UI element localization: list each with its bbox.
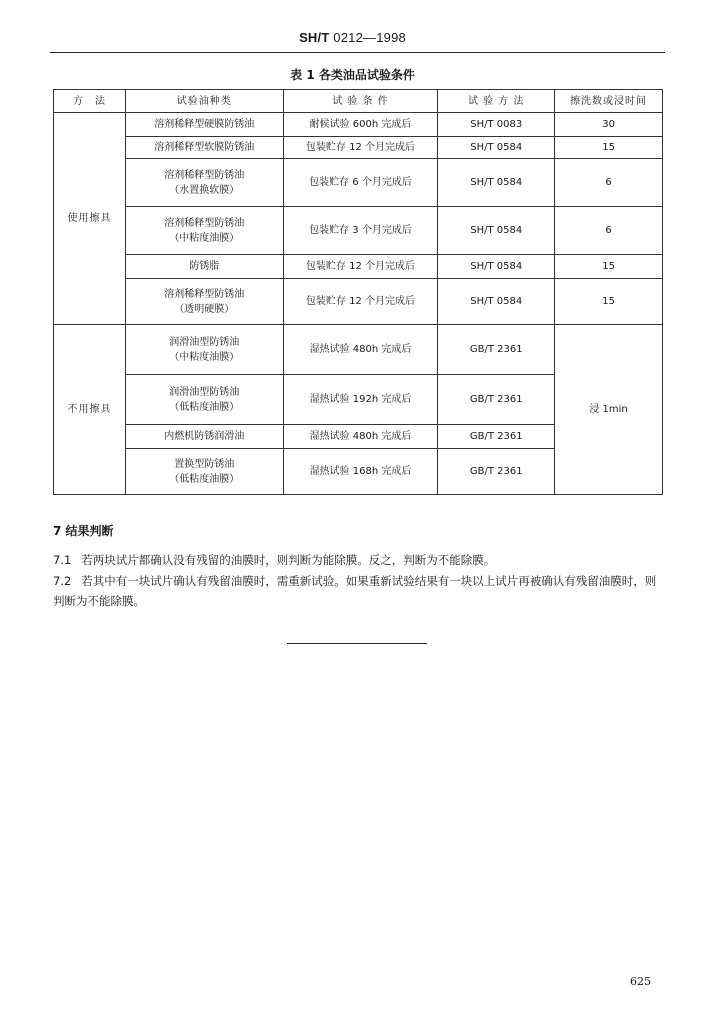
oil-cell bbox=[125, 279, 283, 325]
table-row bbox=[54, 137, 663, 159]
table-header-row bbox=[54, 90, 663, 113]
condition-cell: 包装贮存 12 个月完成后 bbox=[283, 137, 438, 159]
col-header-test-method: 试 验 方 法 bbox=[438, 90, 555, 113]
test-method-cell: SH/T 0584 bbox=[438, 159, 555, 207]
col-header-value: 擦洗数或浸时间 bbox=[555, 90, 663, 113]
header-rule bbox=[50, 52, 665, 53]
table-row bbox=[54, 279, 663, 325]
col-header-method: 方 法 bbox=[54, 90, 126, 113]
oil-line-note: （水置换软膜） bbox=[169, 184, 240, 196]
method-cell: 不用擦具 bbox=[54, 325, 126, 495]
test-method-cell: SH/T 0584 bbox=[438, 255, 555, 279]
method-cell: 使用擦具 bbox=[54, 113, 126, 325]
oil-cell bbox=[125, 159, 283, 207]
table-row bbox=[54, 159, 663, 207]
test-method-cell: GB/T 2361 bbox=[438, 325, 555, 375]
condition-cell: 湿热试验 480h 完成后 bbox=[283, 325, 438, 375]
oil-line: 润滑油型防锈油 bbox=[169, 336, 240, 348]
clause-number: 7.1 bbox=[53, 553, 72, 567]
standard-code-bold: SH/T bbox=[299, 30, 330, 45]
condition-cell: 包装贮存 3 个月完成后 bbox=[283, 207, 438, 255]
test-method-cell: GB/T 2361 bbox=[438, 425, 555, 449]
condition-cell: 湿热试验 168h 完成后 bbox=[283, 449, 438, 495]
table-row bbox=[54, 207, 663, 255]
end-rule bbox=[287, 643, 427, 644]
value-cell: 6 bbox=[555, 159, 663, 207]
paragraph-7-1 bbox=[53, 550, 665, 570]
oil-cell: 溶剂稀释型软膜防锈油 bbox=[125, 137, 283, 159]
clause-number: 7.2 bbox=[53, 574, 72, 588]
oil-cell bbox=[125, 207, 283, 255]
oil-line-note: （低粘度油膜） bbox=[169, 401, 240, 413]
oil-line: 溶剂稀释型防锈油 bbox=[164, 217, 245, 229]
section-title: 7 结果判断 bbox=[53, 524, 114, 538]
oil-line: 置换型防锈油 bbox=[174, 458, 235, 470]
condition-cell: 包装贮存 12 个月完成后 bbox=[283, 279, 438, 325]
test-method-cell: GB/T 2361 bbox=[438, 375, 555, 425]
test-method-cell: SH/T 0584 bbox=[438, 137, 555, 159]
table-row bbox=[54, 325, 663, 375]
oil-cell: 内燃机防锈润滑油 bbox=[125, 425, 283, 449]
oil-line: 溶剂稀释型防锈油 bbox=[164, 288, 245, 300]
oil-cell: 防锈脂 bbox=[125, 255, 283, 279]
oil-line-note: （中粘度油膜） bbox=[169, 232, 240, 244]
col-header-oil-type: 试验油种类 bbox=[125, 90, 283, 113]
conditions-table bbox=[53, 89, 663, 495]
standard-code-rest: 0212—1998 bbox=[329, 30, 406, 45]
condition-cell: 包装贮存 6 个月完成后 bbox=[283, 159, 438, 207]
oil-line-note: （中粘度油膜） bbox=[169, 351, 240, 363]
test-method-cell: GB/T 2361 bbox=[438, 449, 555, 495]
test-method-cell: SH/T 0584 bbox=[438, 279, 555, 325]
page-number: 625 bbox=[630, 975, 651, 988]
condition-cell: 湿热试验 480h 完成后 bbox=[283, 425, 438, 449]
value-cell: 15 bbox=[555, 137, 663, 159]
value-cell: 30 bbox=[555, 113, 663, 137]
condition-cell: 包装贮存 12 个月完成后 bbox=[283, 255, 438, 279]
oil-line-note: （低粘度油膜） bbox=[169, 473, 240, 485]
value-cell: 6 bbox=[555, 207, 663, 255]
oil-cell bbox=[125, 375, 283, 425]
table-row bbox=[54, 255, 663, 279]
table-row bbox=[54, 113, 663, 137]
oil-line-note: （透明硬膜） bbox=[174, 303, 235, 315]
condition-cell: 耐候试验 600h 完成后 bbox=[283, 113, 438, 137]
value-cell: 15 bbox=[555, 279, 663, 325]
value-cell: 15 bbox=[555, 255, 663, 279]
table-title: 表 1 各类油品试验条件 bbox=[290, 68, 415, 82]
oil-cell bbox=[125, 325, 283, 375]
test-method-cell: SH/T 0584 bbox=[438, 207, 555, 255]
value-cell: 浸 1min bbox=[555, 325, 663, 495]
paragraph-7-2 bbox=[53, 571, 665, 611]
test-method-cell: SH/T 0083 bbox=[438, 113, 555, 137]
clause-text: 若两块试片都确认没有残留的油膜时，则判断为能除膜。反之，判断为不能除膜。 bbox=[81, 553, 496, 567]
oil-cell: 溶剂稀释型硬膜防锈油 bbox=[125, 113, 283, 137]
oil-cell bbox=[125, 449, 283, 495]
condition-cell: 湿热试验 192h 完成后 bbox=[283, 375, 438, 425]
col-header-condition: 试 验 条 件 bbox=[283, 90, 438, 113]
page-header bbox=[0, 30, 705, 45]
oil-line: 润滑油型防锈油 bbox=[169, 386, 240, 398]
clause-text: 若其中有一块试片确认有残留油膜时，需重新试验。如果重新试验结果有一块以上试片再被确认有残留油膜时，则判断为不能除膜。 bbox=[53, 574, 657, 608]
oil-line: 溶剂稀释型防锈油 bbox=[164, 169, 245, 181]
